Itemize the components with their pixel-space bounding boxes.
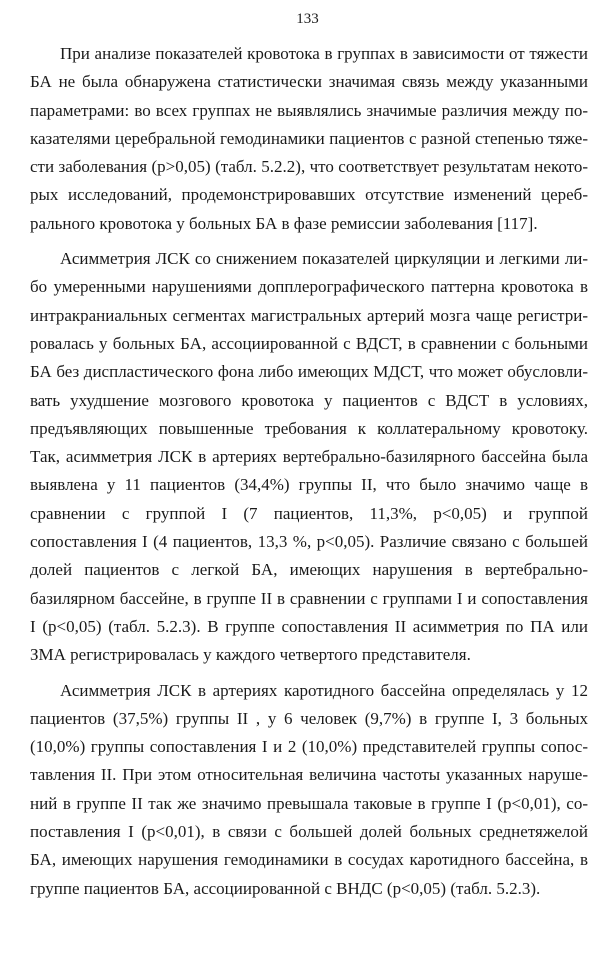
page-number: 133 bbox=[296, 11, 319, 27]
paragraph-lsk-asymmetry-carotid: Асимметрия ЛСК в артериях каротидного бассейна определялась у 12 пациентов (37,5%) группы II , у 6 человек (9,7%) в группе I, 3 больных (10,0%) группы сопоставления I и 2 (10,0%) представителей группы сопоставления II. При этом относительная величина частоты указанных нарушений в группе II так же значимо превышала таковые в группе I (р<0,01), сопоставления I (р<0,01), в связи с большей долей больных среднетяжелой БА, имеющих нарушения гемодинамики в сосудах каротидного бассейна, в группе пациентов БА, ассоциированной с ВНДС (р<0,05) (табл. 5.2.3). bbox=[30, 680, 588, 898]
paragraph-lsk-asymmetry-vertebrobasilar: Асимметрия ЛСК со снижением показателей циркуляции и легкими либо умеренными нарушениями допплерографического паттерна кровотока в интракраниальных сегментах магистральных артерий мозга чаще регистрировалась у больных БА, ассоциированной с ВДСТ, в сравнении с больными БА без диспластического фона либо имеющих МДСТ, что может обусловливать ухудшение мозгового кровотока у пациентов с ВДСТ в условиях, предъявляющих повышенные требования к коллатеральному кровотоку. Так, асимметрия ЛСК в артериях вертебрально-базилярного бассейна была выявлена у 11 пациентов (34,4%) группы II, что было значимо чаще в сравнении с группой I (7 пациентов, 11,3%, р<0,05) и группой сопоставления I (4 пациентов, 13,3 %, р<0,05). Различие связано с большей долей пациентов с легкой БА, имеющих нарушения в вертебрально-базилярном бассейне, в группе II в сравнении с группами I и сопоставления I (р<0,05) (табл. 5.2.3). В группе сопоставления II асимметрия по ПА или ЗМА регистрировалась у каждого четвертого представителя. bbox=[30, 249, 588, 665]
document-body bbox=[30, 40, 588, 903]
paragraph-cerebral-hemodynamics: При анализе показателей кровотока в группах в зависимости от тяжести БА не была обнаружена статистически значимая связь между указанными параметрами: во всех группах не выявлялись значимые различия между показателями церебральной гемодинамики пациентов с разной степенью тяжести заболевания (р>0,05) (табл. 5.2.2), что соответствует результатам некоторых исследований, продемонстрировавших отсутствие изменений церебрального кровотока у больных БА в фазе ремиссии заболевания [117]. bbox=[30, 44, 588, 233]
